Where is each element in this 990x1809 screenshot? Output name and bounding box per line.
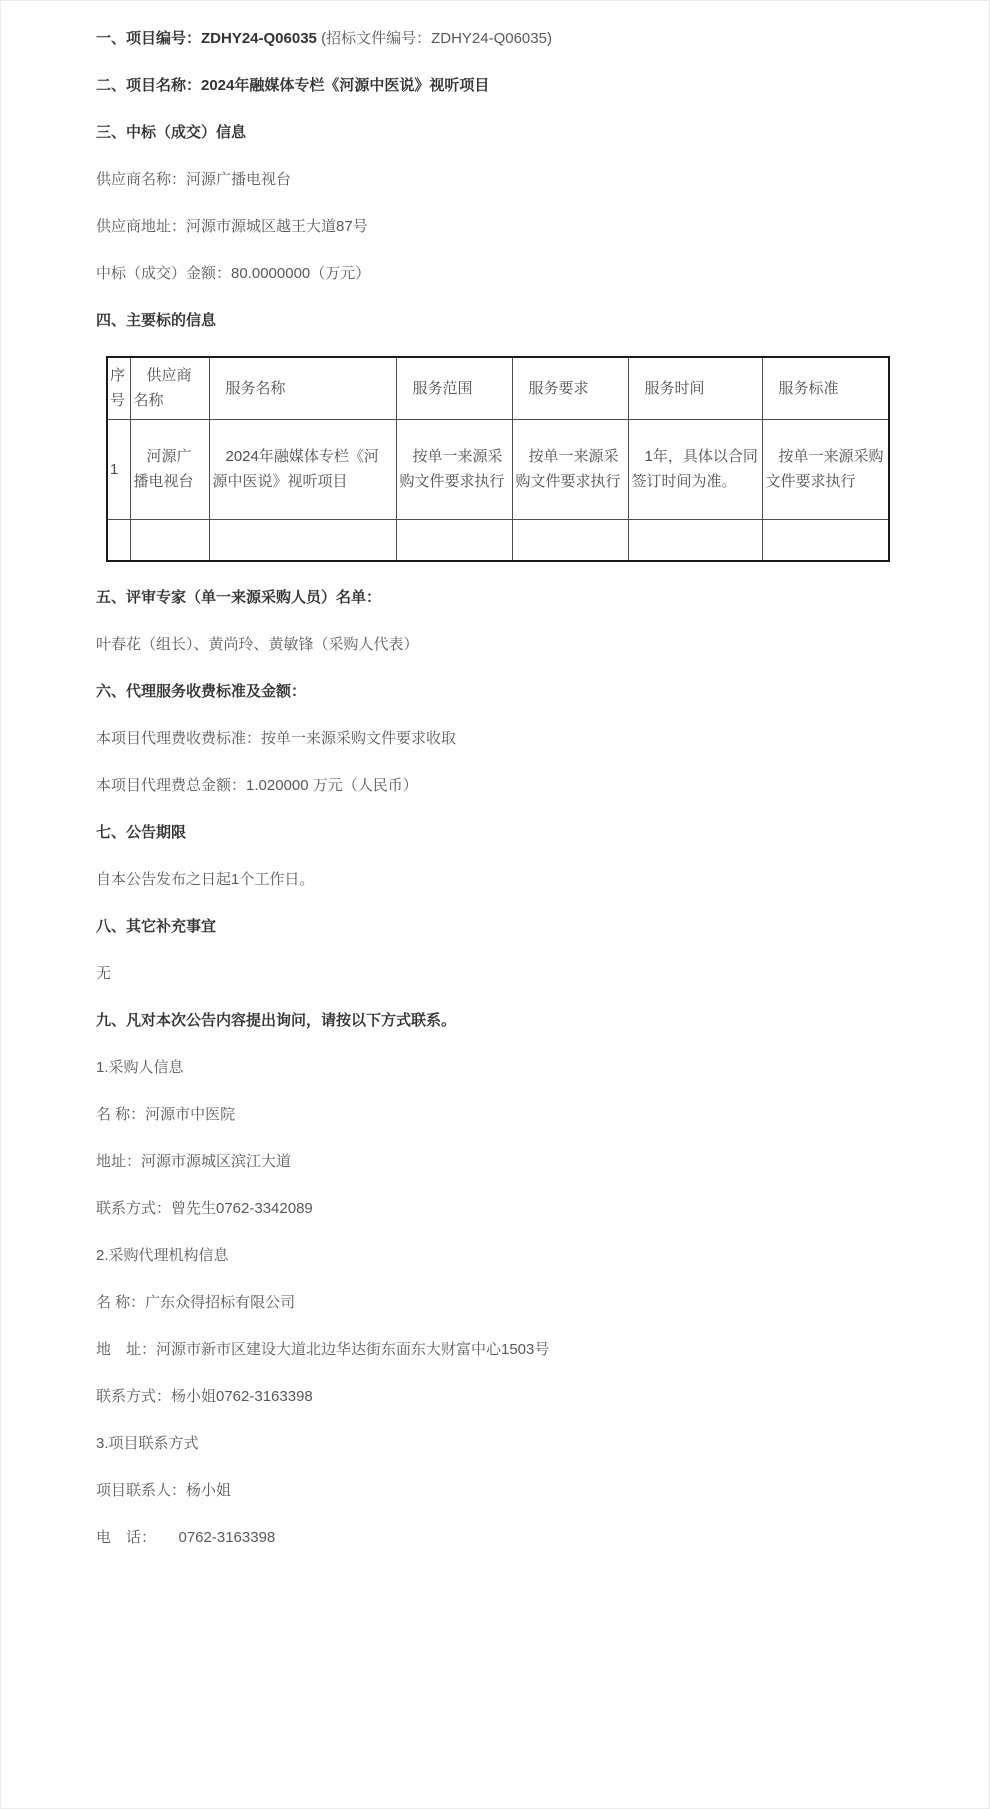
table-row (107, 419, 889, 519)
cell-supplier: 河源广播电视台 (130, 419, 209, 519)
project-contact-person: 项目联系人：杨小姐 (96, 1482, 232, 1499)
th-service-scope: 服务范围 (396, 357, 512, 419)
agency-fee-standard: 本项目代理费收费标准：按单一来源采购文件要求收取 (96, 730, 457, 747)
cell-seq: 1 (107, 419, 130, 519)
cell-empty (512, 519, 628, 561)
agency-name: 名 称：广东众得招标有限公司 (96, 1294, 296, 1311)
project-number-bold: 一、项目编号：ZDHY24-Q06035 (96, 30, 317, 47)
notice-period: 自本公告发布之日起1个工作日。 (96, 871, 315, 888)
review-experts-list: 叶春花（组长）、黄尚玲、黄敏锋（采购人代表） (96, 636, 419, 653)
buyer-address: 地址：河源市源城区滨江大道 (96, 1153, 292, 1170)
buyer-info-heading: 1.采购人信息 (96, 1059, 184, 1076)
cell-service-time: 1年，具体以合同签订时间为准。 (628, 419, 762, 519)
th-service-time: 服务时间 (628, 357, 762, 419)
project-contact-heading: 3.项目联系方式 (96, 1435, 199, 1452)
cell-service-standard: 按单一来源采购文件要求执行 (762, 419, 889, 519)
award-amount: 中标（成交）金额：80.0000000（万元） (96, 265, 371, 282)
agency-address: 地 址：河源市新市区建设大道北边华达街东面东大财富中心1503号 (96, 1341, 550, 1358)
th-service-requirement: 服务要求 (512, 357, 628, 419)
buyer-name: 名 称：河源市中医院 (96, 1106, 236, 1123)
supplier-address: 供应商地址：河源市源城区越王大道87号 (96, 218, 368, 235)
agency-info-heading: 2.采购代理机构信息 (96, 1247, 229, 1264)
cell-empty (628, 519, 762, 561)
cell-empty (130, 519, 209, 561)
supplier-name: 供应商名称：河源广播电视台 (96, 171, 292, 188)
main-subject-table (106, 356, 890, 562)
th-supplier: 供应商名称 (130, 357, 209, 419)
cell-empty (209, 519, 396, 561)
th-service-standard: 服务标准 (762, 357, 889, 419)
th-seq: 序号 (107, 357, 130, 419)
main-subject-heading: 四、主要标的信息 (96, 312, 217, 329)
agency-contact: 联系方式：杨小姐0762-3163398 (96, 1388, 313, 1405)
other-matters-heading: 八、其它补充事宜 (96, 918, 217, 935)
table-header-row (107, 357, 889, 419)
cell-service-scope: 按单一来源采购文件要求执行 (396, 419, 512, 519)
project-name: 二、项目名称：2024年融媒体专栏《河源中医说》视听项目 (96, 77, 490, 94)
cell-service-requirement: 按单一来源采购文件要求执行 (512, 419, 628, 519)
cell-empty (107, 519, 130, 561)
th-service-name: 服务名称 (209, 357, 396, 419)
buyer-contact: 联系方式：曾先生0762-3342089 (96, 1200, 313, 1217)
tender-doc-number-note: (招标文件编号：ZDHY24-Q06035) (316, 30, 552, 47)
cell-empty (396, 519, 512, 561)
table-row-empty (107, 519, 889, 561)
cell-empty (762, 519, 889, 561)
other-matters: 无 (96, 965, 112, 982)
contact-section-heading: 九、凡对本次公告内容提出询问，请按以下方式联系。 (96, 1012, 457, 1029)
project-phone: 电 话： 0762-3163398 (96, 1529, 276, 1546)
project-number (96, 27, 901, 51)
award-info-heading: 三、中标（成交）信息 (96, 124, 247, 141)
agency-fee-total: 本项目代理费总金额：1.020000 万元（人民币） (96, 777, 418, 794)
cell-service-name: 2024年融媒体专栏《河源中医说》视听项目 (209, 419, 396, 519)
agency-fee-heading: 六、代理服务收费标准及金额： (96, 683, 307, 700)
review-experts-heading: 五、评审专家（单一来源采购人员）名单： (96, 589, 382, 606)
notice-period-heading: 七、公告期限 (96, 824, 187, 841)
